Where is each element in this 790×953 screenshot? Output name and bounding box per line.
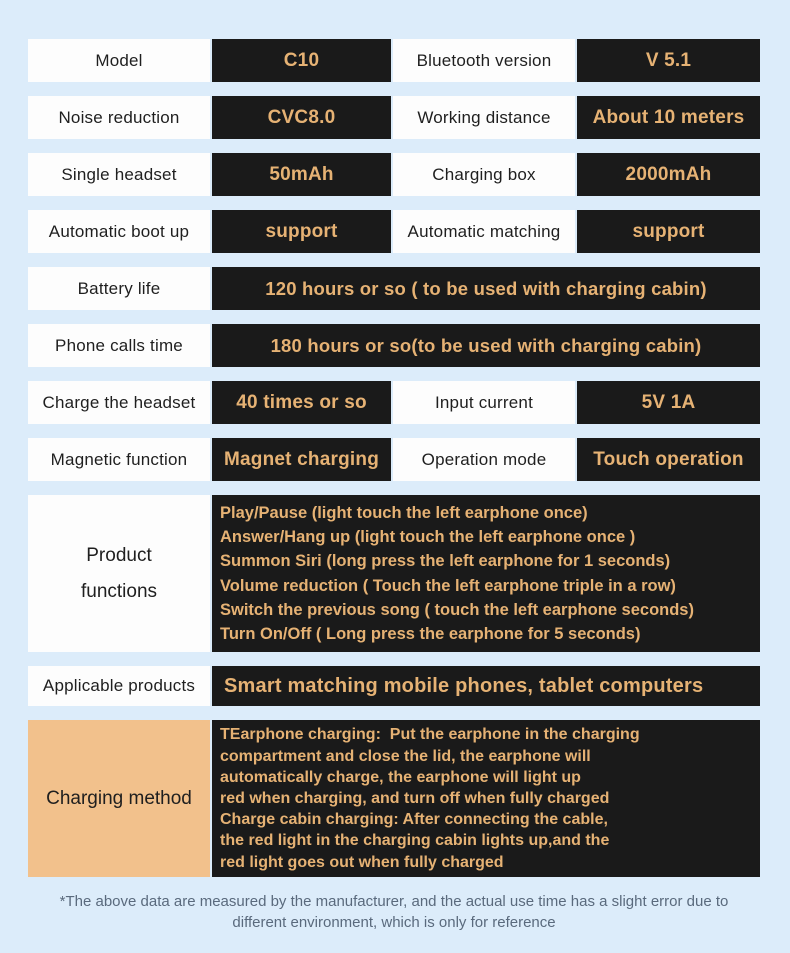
spec-value: 180 hours or so(to be used with charging cabin) (212, 324, 760, 367)
product-functions-section (28, 495, 760, 652)
charging-method-text (212, 720, 760, 877)
spec-value: 2000mAh (577, 153, 760, 196)
spec-label: Noise reduction (28, 96, 210, 139)
spec-value: V 5.1 (577, 39, 760, 82)
spec-row-battery-life (28, 267, 760, 310)
spec-value: 5V 1A (577, 381, 760, 424)
spec-label: Automatic boot up (28, 210, 210, 253)
spec-value: About 10 meters (577, 96, 760, 139)
spec-label: Automatic matching (393, 210, 575, 253)
product-functions-list (212, 495, 760, 652)
charging-line: compartment and close the lid, the earphone will (220, 747, 591, 765)
charging-line: the red light in the charging cabin lights up,and the (220, 832, 610, 850)
spec-value: C10 (212, 39, 391, 82)
function-line: Answer/Hang up (light touch the left earphone once ) (220, 528, 636, 547)
spec-value: support (577, 210, 760, 253)
spec-value: Smart matching mobile phones, tablet computers (212, 666, 760, 706)
function-line: Play/Pause (light touch the left earphone once) (220, 503, 588, 522)
function-line: Turn On/Off ( Long press the earphone for 5 seconds) (220, 624, 641, 643)
charging-method-section (28, 720, 760, 877)
charging-line: red when charging, and turn off when fully charged (220, 789, 610, 807)
spec-label: Operation mode (393, 438, 575, 481)
spec-row-charge-headset (28, 381, 760, 424)
spec-label: Magnetic function (28, 438, 210, 481)
spec-label: Phone calls time (28, 324, 210, 367)
applicable-products-row (28, 666, 760, 706)
charging-line: red light goes out when fully charged (220, 853, 504, 871)
charging-line: TEarphone charging: Put the earphone in the charging (220, 726, 640, 744)
spec-value: 40 times or so (212, 381, 391, 424)
disclaimer-text: *The above data are measured by the manufacturer, and the actual use time has a slight error due to different environment, which is only for reference (59, 893, 729, 931)
spec-value: Magnet charging (212, 438, 391, 481)
spec-label: Applicable products (28, 666, 210, 706)
charging-line: Charge cabin charging: After connecting the cable, (220, 811, 608, 829)
spec-row-magnetic (28, 438, 760, 481)
function-line: Summon Siri (long press the left earphone for 1 seconds) (220, 552, 671, 571)
spec-label: Model (28, 39, 210, 82)
function-line: Switch the previous song ( touch the left earphone seconds) (220, 600, 694, 619)
spec-value: 50mAh (212, 153, 391, 196)
function-line: Volume reduction ( Touch the left earphone triple in a row) (220, 576, 676, 595)
spec-row-model (28, 39, 760, 82)
spec-label: Charge the headset (28, 381, 210, 424)
spec-value: Touch operation (577, 438, 760, 481)
spec-label: Charging box (393, 153, 575, 196)
spec-value: support (212, 210, 391, 253)
spec-label: Working distance (393, 96, 575, 139)
spec-row-automatic (28, 210, 760, 253)
spec-label: Single headset (28, 153, 210, 196)
product-functions-label: Product functions (28, 495, 210, 652)
spec-label: Battery life (28, 267, 210, 310)
spec-row-noise-reduction (28, 96, 760, 139)
charging-method-label: Charging method (28, 720, 210, 877)
spec-label: Bluetooth version (393, 39, 575, 82)
charging-line: automatically charge, the earphone will light up (220, 768, 581, 786)
spec-row-phone-calls-time (28, 324, 760, 367)
spec-row-battery-capacity (28, 153, 760, 196)
spec-label: Input current (393, 381, 575, 424)
spec-value: 120 hours or so ( to be used with charging cabin) (212, 267, 760, 310)
spec-value: CVC8.0 (212, 96, 391, 139)
